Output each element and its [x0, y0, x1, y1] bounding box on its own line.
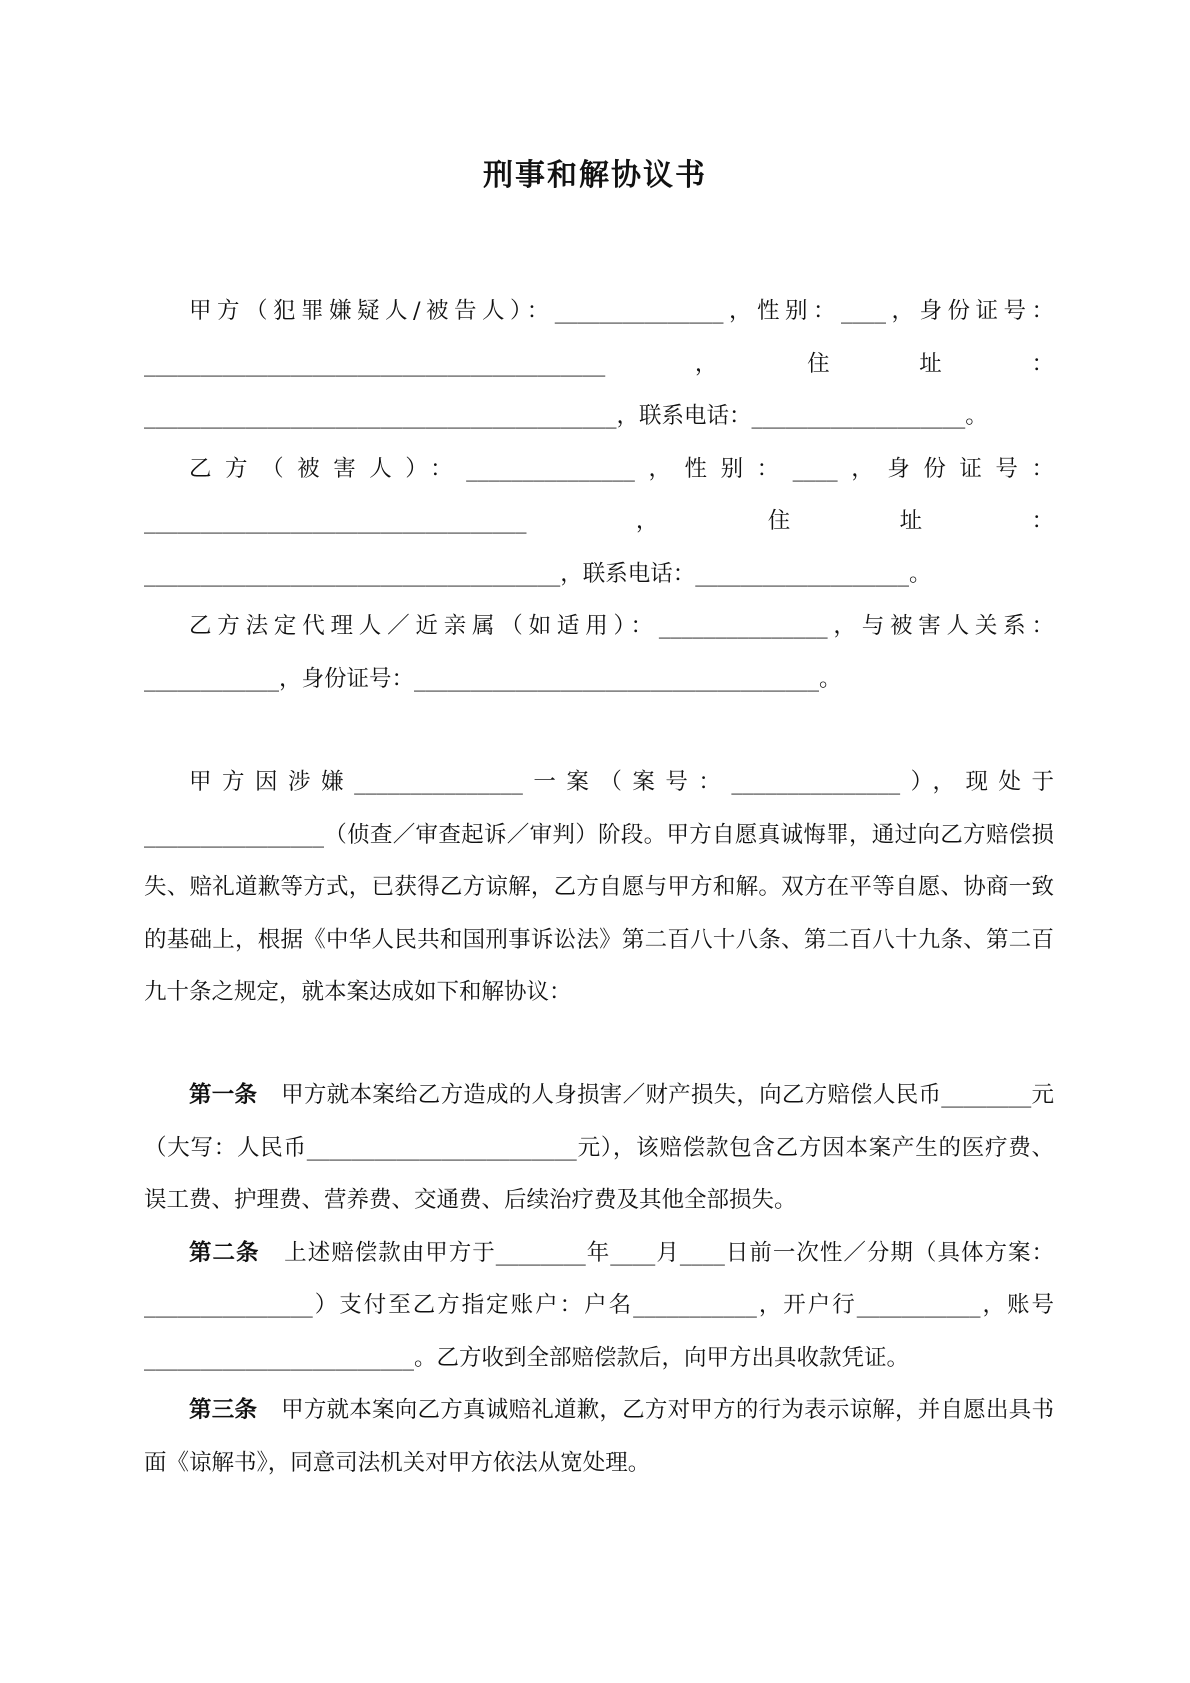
- parties-section: [144, 285, 1054, 705]
- intro-section: [144, 756, 1054, 1019]
- party-b-representative-paragraph: 乙方法定代理人／近亲属（如适用）：_______________，与被害人关系：____________，身份证号：____________________________________。: [144, 613, 1054, 692]
- article-3-label: 第三条: [189, 1397, 258, 1423]
- article-1: [144, 1069, 1054, 1227]
- article-3: [144, 1384, 1054, 1489]
- article-1-text: 甲方就本案给乙方造成的人身损害／财产损失，向乙方赔偿人民币________元（大写：人民币________________________元），该赔偿款包含乙方因本案产生的医疗费、误工费、护理费、营养费、交通费、后续治疗费及其他全部损失。: [144, 1082, 1054, 1213]
- party-a-paragraph: 甲方（犯罪嫌疑人/被告人）：_______________，性别：____，身份证号：_________________________________________，住址：__________________________________________，联系电话：___________________。: [144, 298, 1054, 429]
- article-3-text: 甲方就本案向乙方真诚赔礼道歉，乙方对甲方的行为表示谅解，并自愿出具书面《谅解书》，同意司法机关对甲方依法从宽处理。: [144, 1397, 1054, 1476]
- articles-section: [144, 1069, 1054, 1489]
- article-2: [144, 1227, 1054, 1385]
- intro-paragraph: 甲方因涉嫌_______________一案（案号：_______________），现处于________________（侦查／审查起诉／审判）阶段。甲方自愿真诚悔罪，通过向乙方赔偿损失、赔礼道歉等方式，已获得乙方谅解，乙方自愿与甲方和解。双方在平等自愿、协商一致的基础上，根据《中华人民共和国刑事诉讼法》第二百八十八条、第二百八十九条、第二百九十条之规定，就本案达成如下和解协议：: [144, 769, 1054, 1005]
- article-2-text: 上述赔偿款由甲方于________年____月____日前一次性／分期（具体方案：_______________）支付至乙方指定账户：户名___________，开户行___________，账号________________________。乙方收到全部赔偿款后，向甲方出具收款凭证。: [144, 1239, 1054, 1371]
- article-1-label: 第一条: [189, 1082, 258, 1108]
- article-2-label: 第二条: [189, 1239, 260, 1266]
- document-title: 刑事和解协议书: [483, 158, 707, 193]
- party-b-paragraph: 乙方（被害人）：_______________，性别：____，身份证号：__________________________________，住址：_____________________________________，联系电话：___________________。: [144, 455, 1054, 587]
